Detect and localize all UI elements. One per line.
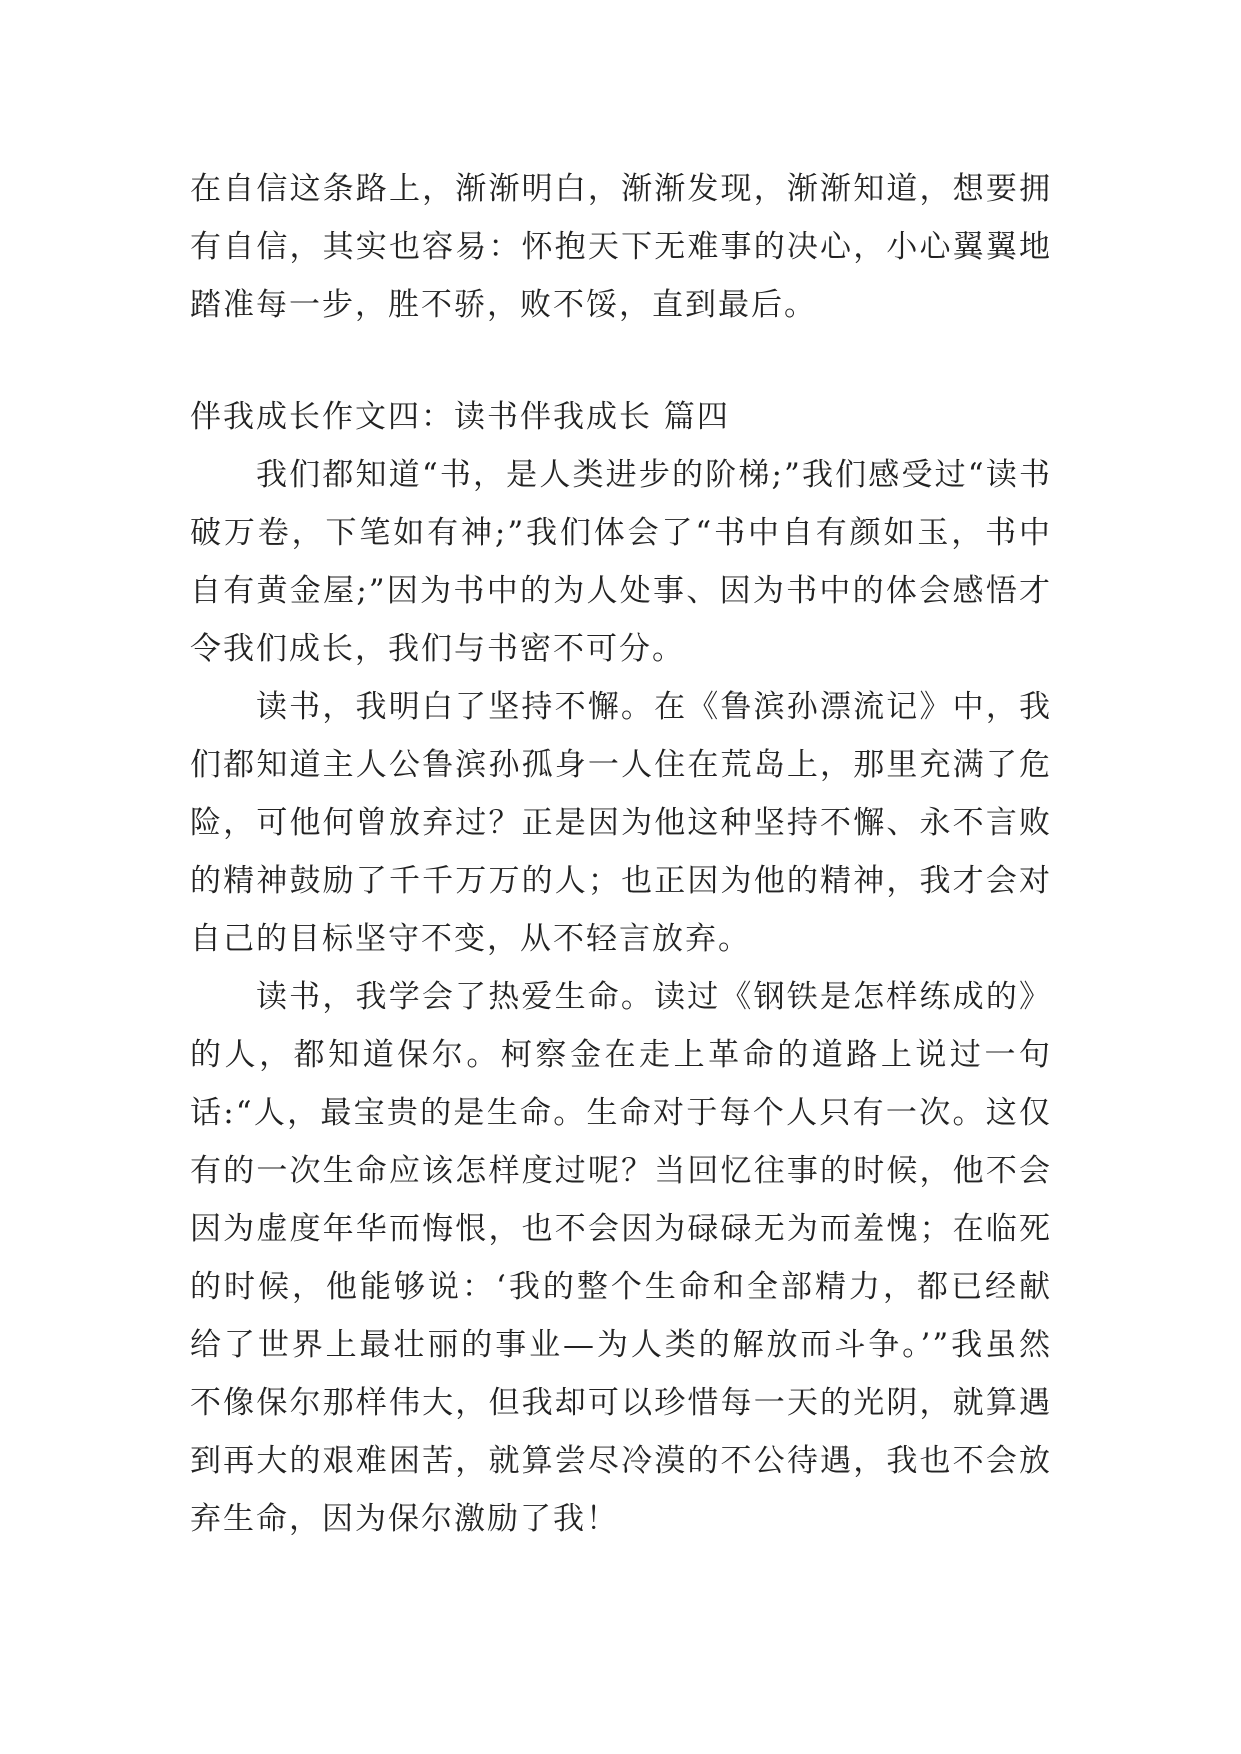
body-paragraph-2: 读书，我明白了坚持不懈。在《鲁滨孙漂流记》中，我们都知道主人公鲁滨孙孤身一人住在荒岛上，那里充满了危险，可他何曾放弃过？正是因为他这种坚持不懈、永不言败的精神鼓励了千千万万的人；也正因为他的精神，我才会对自己的目标坚守不变，从不轻言放弃。 [190,689,1052,957]
body-paragraph-3: 读书，我学会了热爱生命。读过《钢铁是怎样练成的》的人，都知道保尔。柯察金在走上革命的道路上说过一句话:“人，最宝贵的是生命。生命对于每个人只有一次。这仅有的一次生命应该怎样度过呢？当回忆往事的时候，他不会因为虚度年华而悔恨，也不会因为碌碌无为而羞愧；在临死的时候，他能够说：‘我的整个生命和全部精力，都已经献给了世界上最壮丽的事业—为人类的解放而斗争。’”我虽然不像保尔那样伟大，但我却可以珍惜每一天的光阴，就算遇到再大的艰难困苦，就算尝尽冷漠的不公待遇，我也不会放弃生命，因为保尔激励了我！ [190,979,1052,1537]
section-heading: 伴我成长作文四：读书伴我成长 篇四 [190,399,730,435]
paragraph-spacer [190,334,1052,388]
continuation-paragraph: 在自信这条路上，渐渐明白，渐渐发现，渐渐知道，想要拥有自信，其实也容易：怀抱天下无难事的决心，小心翼翼地踏准每一步，胜不骄，败不馁，直到最后。 [190,171,1052,323]
document-body [190,160,1052,1548]
body-paragraph-1: 我们都知道“书，是人类进步的阶梯;”我们感受过“读书破万卷，下笔如有神;”我们体会了“书中自有颜如玉，书中自有黄金屋;”因为书中的为人处事、因为书中的体会感悟才令我们成长，我们与书密不可分。 [190,457,1052,667]
